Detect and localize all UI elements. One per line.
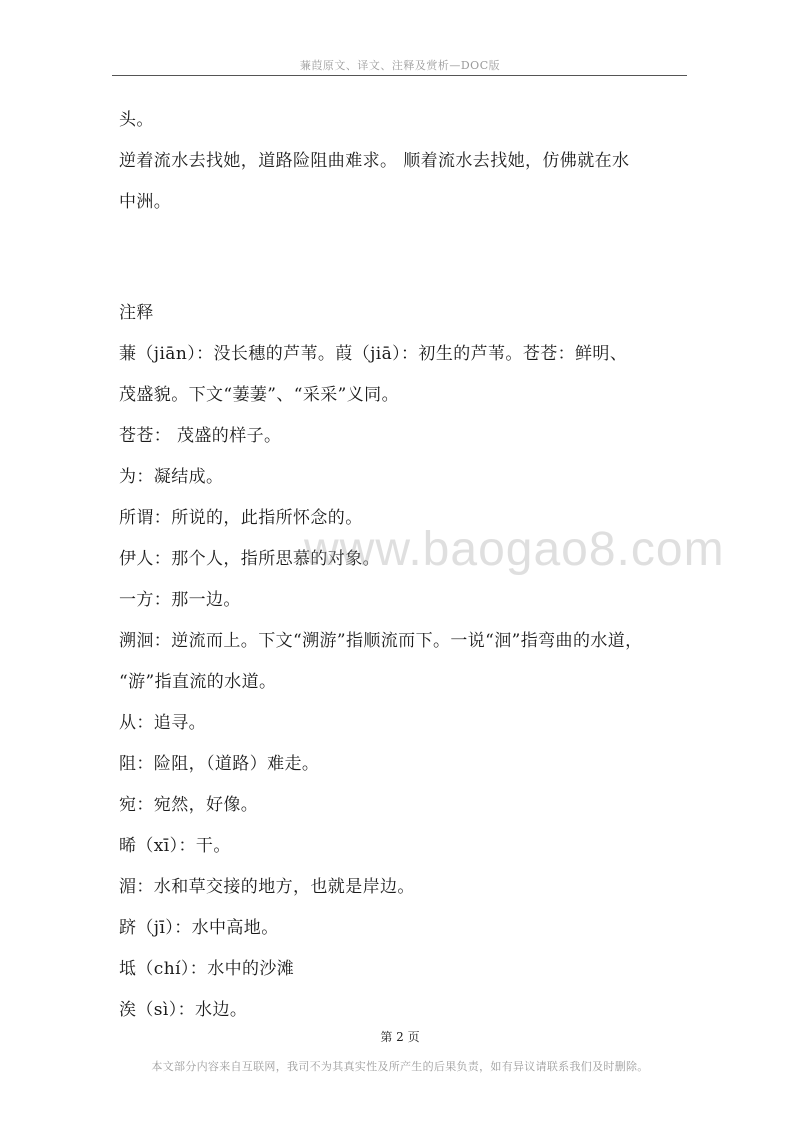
note-line: 一方：那一边。 — [119, 590, 241, 610]
note-line: 蒹（jiān）：没长穗的芦苇。葭（jiā）：初生的芦苇。苍苍：鲜明、 — [119, 344, 628, 364]
blank-line — [119, 264, 691, 293]
note-line: 晞（xī）：干。 — [119, 836, 231, 856]
page-number: 第 2 页 — [380, 1030, 420, 1044]
note-line: 苍苍： 茂盛的样子。 — [119, 426, 282, 446]
note-line: 茂盛貌。下文“萋萋”、“采采”义同。 — [119, 385, 399, 405]
note-line: “游”指直流的水道。 — [119, 672, 277, 692]
paragraph-line: 头。 — [119, 110, 154, 130]
note-line: 涘（sì）：水边。 — [119, 1000, 248, 1020]
note-line: 湄：水和草交接的地方，也就是岸边。 — [119, 877, 415, 897]
note-line: 宛：宛然，好像。 — [119, 795, 259, 815]
section-heading-notes: 注释 — [119, 303, 154, 323]
paragraph-line: 逆着流水去找她，道路险阻曲难求。 顺着流水去找她，仿佛就在水 — [119, 151, 630, 171]
watermark: www.baogao8.com — [304, 523, 725, 576]
note-line: 阻：险阻，（道路）难走。 — [119, 754, 320, 774]
header-divider — [112, 75, 687, 76]
note-line: 跻（jī）：水中高地。 — [119, 918, 279, 938]
blank-line — [119, 223, 691, 264]
note-line: 所谓：所说的，此指所怀念的。 — [119, 508, 363, 528]
footer-disclaimer: 本文部分内容来自互联网，我司不为其真实性及所产生的后果负责，如有异议请联系我们及时删除。 — [151, 1060, 649, 1073]
header-title: 蒹葭原文、译文、注释及赏析—DOC版 — [299, 59, 501, 72]
note-line: 伊人：那个人，指所思慕的对象。 — [119, 549, 380, 569]
note-line: 为：凝结成。 — [119, 467, 224, 487]
note-line: 坻（chí）：水中的沙滩 — [119, 959, 295, 979]
note-line: 溯洄：逆流而上。下文“溯游”指顺流而下。一说“洄”指弯曲的水道， — [119, 631, 643, 651]
note-line: 从：追寻。 — [119, 713, 206, 733]
paragraph-line: 中洲。 — [119, 192, 172, 212]
